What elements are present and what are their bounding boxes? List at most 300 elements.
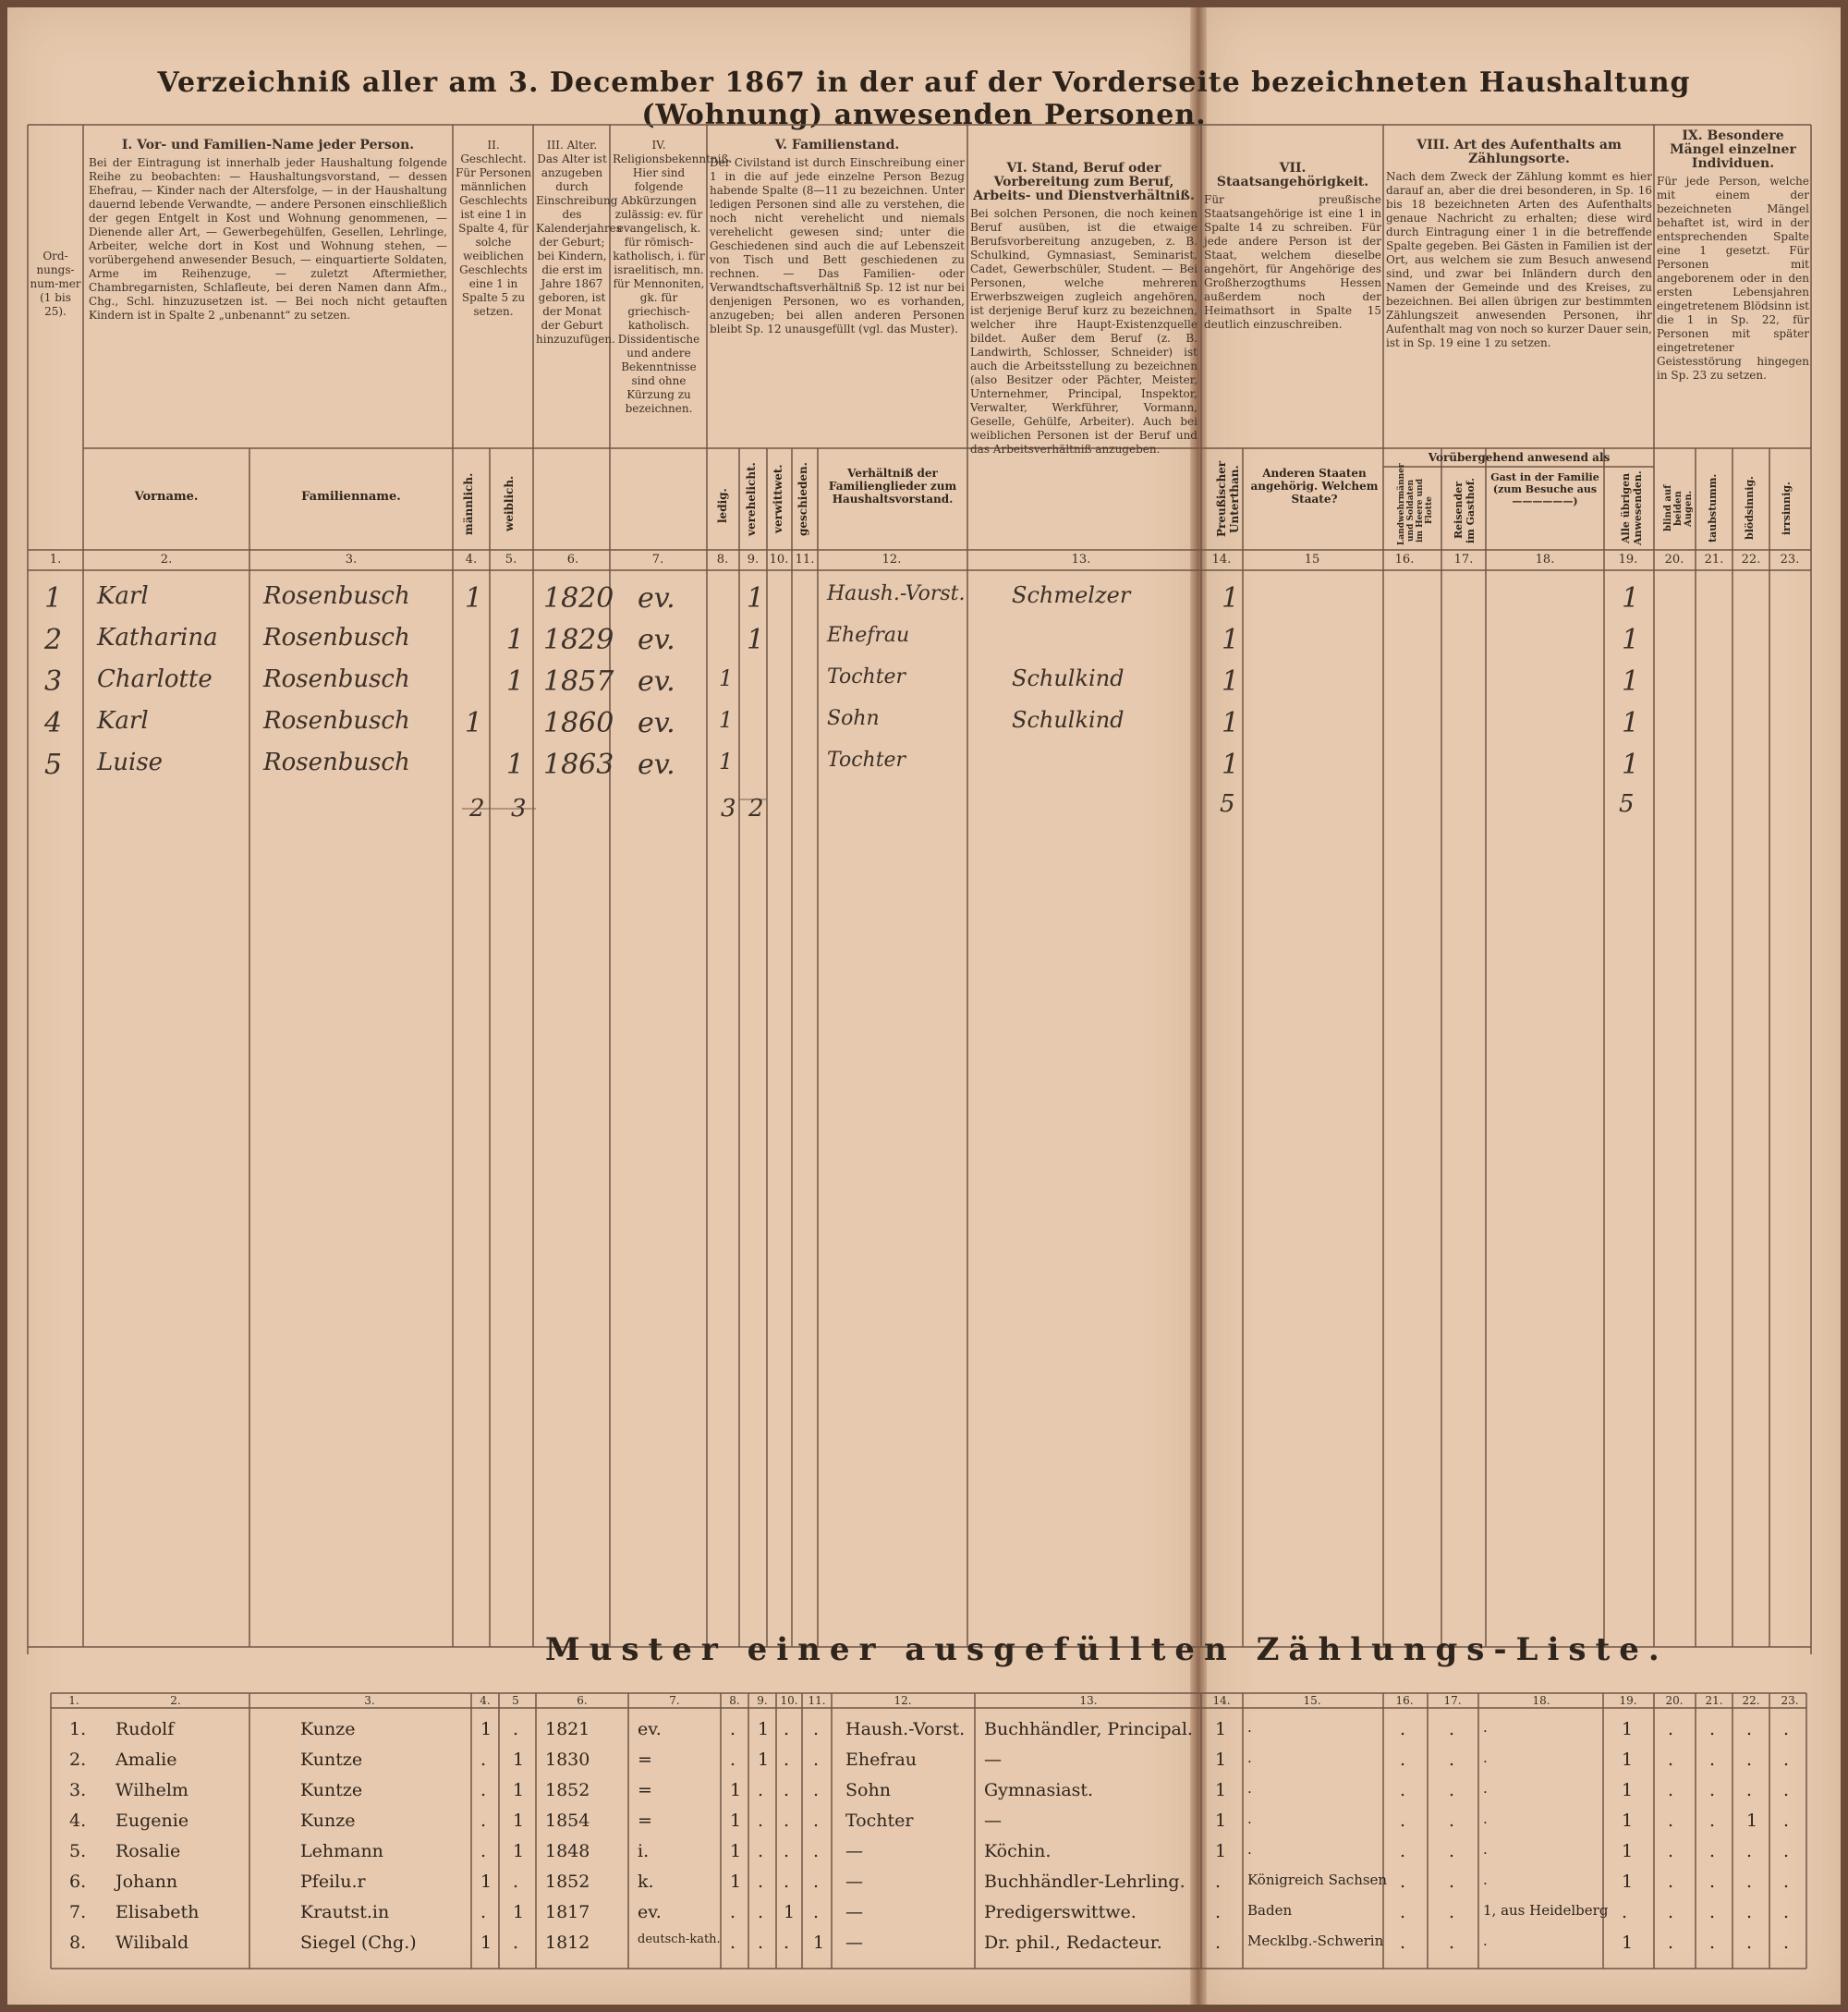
entry-preuss: 1: [1222, 582, 1240, 615]
andere-staaten-header: Anderen Staaten angehörig. Welchem Staate?: [1250, 467, 1379, 506]
entry-nr: 3: [44, 665, 63, 698]
sample-cell-m: 1: [480, 1872, 492, 1892]
col17-header: Reisender im Gasthof.: [1453, 478, 1477, 543]
sample-cell-c22: .: [1746, 1872, 1753, 1892]
entry-geburtsjahr: 1857: [543, 665, 614, 698]
entry-familienname: Rosenbusch: [263, 707, 410, 735]
entry-vorname: Luise: [97, 749, 164, 776]
sample-cell-c17: .: [1449, 1719, 1455, 1739]
sample-cell-c22: 1: [1746, 1811, 1758, 1831]
sample-cell-c14: .: [1215, 1872, 1222, 1892]
sample-cell-c16: .: [1400, 1902, 1406, 1922]
sample-cell-rel: ev.: [638, 1719, 662, 1739]
column-number: 6.: [566, 553, 579, 567]
ordnungsnummer-header: Ord-nungs-num-mer (1 bis 25).: [30, 250, 81, 318]
column-number: 23.: [1780, 553, 1800, 567]
sample-column-number: 7.: [669, 1694, 680, 1707]
sample-cell-familienname: Siegel (Chg.): [300, 1933, 417, 1953]
sample-cell-c18: .: [1483, 1933, 1488, 1949]
sample-cell-c9: .: [758, 1902, 764, 1922]
sample-cell-w: 1: [513, 1841, 525, 1861]
entry-geburtsjahr: 1820: [543, 582, 614, 615]
col22-header: blödsinnig.: [1744, 476, 1756, 541]
sample-cell-rel: i.: [638, 1841, 650, 1861]
column-number: 22.: [1741, 553, 1761, 567]
sample-column-number: 5: [512, 1694, 519, 1707]
family-status-text: Der Civilstand ist durch Einschreibung einer 1 in die auf jede einzelne Person Bezug habende Spalte (8—11 zu bezeichnen. Unter ledigen Personen sind alle zu verstehen, die noch nicht verehelicht und niemals verehelicht gewesen sind; unter die Geschiedenen sind auch die auf Lebenszeit von Tisch und Bett geschiedenen zu rechnen. — Das Familien- oder Verwandtschaftsverhältniß Sp. 12 ist nur bei denjenigen Personen, wo es vorhanden, anzugeben; bei allen anderen Personen bleibt Sp. 12 unausgefüllt (vgl. das Muster).: [710, 156, 965, 335]
sample-cell-c20: .: [1668, 1811, 1674, 1831]
profession-header: [970, 162, 1198, 457]
sample-column-number: 17.: [1443, 1694, 1462, 1707]
sample-cell-jahr: 1852: [545, 1872, 590, 1892]
sample-cell-c17: .: [1449, 1750, 1455, 1770]
sample-cell-c11: .: [813, 1872, 820, 1892]
sample-cell-c8: 1: [730, 1872, 742, 1892]
sample-column-number: 15.: [1303, 1694, 1321, 1707]
sample-cell-c14: 1: [1215, 1811, 1227, 1831]
sample-cell-m: .: [480, 1811, 487, 1831]
geschieden-header: geschieden.: [796, 462, 809, 536]
sample-cell-rel: k.: [638, 1872, 654, 1892]
column-number: 3.: [345, 553, 358, 567]
residence-title: VIII. Art des Aufenthalts am Zählungsorte.: [1416, 138, 1622, 166]
sample-cell-c8: .: [730, 1750, 736, 1770]
sample-cell-c16: .: [1400, 1872, 1406, 1892]
sample-cell-vorname: Wilhelm: [116, 1780, 188, 1800]
entry-verhaeltnis: Ehefrau: [827, 624, 910, 647]
sample-column-number: 19.: [1619, 1694, 1637, 1707]
column-number: 21.: [1704, 553, 1724, 567]
sample-cell-c8: 1: [730, 1841, 742, 1861]
entry-nr: 1: [44, 582, 63, 615]
sample-cell-c8: .: [730, 1719, 736, 1739]
sample-cell-m: .: [480, 1750, 487, 1770]
sample-column-number: 18.: [1532, 1694, 1550, 1707]
sample-cell-c18: 1, aus Heidelberg: [1483, 1902, 1609, 1919]
sample-cell-c16: .: [1400, 1780, 1406, 1800]
sample-cell-c12: Tochter: [845, 1811, 914, 1831]
entry-uebrige: 1: [1622, 582, 1640, 615]
vorname-header: Vorname.: [134, 490, 199, 504]
religion-header: IV. Religionsbekenntniß. Hier sind folgende Abkürzungen zulässig: ev. für evangelisch, k. für römisch-katholisch, i. für israelitisch, mn. für Mennoniten, gk. für griechisch-katholisch. Dissidentische und andere Bekenntnisse sind ohne Kürzung zu bezeichnen.: [613, 139, 733, 415]
total-preuss: 5: [1220, 790, 1235, 818]
sample-cell-jahr: 1854: [545, 1811, 590, 1831]
sample-cell-c13: Gymnasiast.: [984, 1780, 1094, 1800]
sample-cell-w: 1: [513, 1750, 525, 1770]
sample-cell-familienname: Kunze: [300, 1719, 356, 1739]
entry-uebrige: 1: [1622, 624, 1640, 656]
sample-cell-c21: .: [1709, 1750, 1716, 1770]
sample-cell-c9: .: [758, 1933, 764, 1953]
sample-cell-c22: .: [1746, 1902, 1753, 1922]
sample-cell-c10: .: [784, 1872, 790, 1892]
sample-column-number: 16.: [1395, 1694, 1414, 1707]
entry-preuss: 1: [1222, 707, 1240, 739]
sample-cell-c18: .: [1483, 1841, 1488, 1858]
sample-cell-familienname: Kuntze: [300, 1750, 363, 1770]
sample-cell-c20: .: [1668, 1841, 1674, 1861]
total-weiblich: 3: [511, 795, 527, 823]
sample-cell-c16: .: [1400, 1811, 1406, 1831]
citizenship-title: VII. Staatsangehörigkeit.: [1216, 161, 1369, 189]
sample-cell-c11: 1: [813, 1933, 825, 1953]
sample-title: Muster einer ausgefüllten Zählungs-Liste.: [545, 1631, 1669, 1668]
profession-text: Bei solchen Personen, die noch keinen Beruf ausüben, ist die etwaige Berufsvorbereitung anzugeben, z. B. Schulkind, Gymnasiast, Seminarist, Cadet, Gewerbschüler, Student. — Bei Personen, welche mehreren Erwerbszweigen zugleich angehören, ist derjenige Beruf kurz zu bezeichnen, welcher ihre Haupt-Existenzquelle bildet. Außer dem Beruf (z. B. Landwirth, Schlosser, Schneider) ist auch die Arbeitsstellung zu bezeichnen (also Besitzer oder Pächter, Meister, Unternehmer, Principal, Inspektor, Verwalter, Werkführer, Vormann, Geselle, Gehülfe, Arbeiter). Auch bei weiblichen Personen ist der Beruf und das Arbeitsverhältniß anzugeben.: [970, 207, 1198, 456]
names-header-title: I. Vor- und Familien-Name jeder Person.: [121, 138, 415, 152]
sample-cell-c10: .: [784, 1750, 790, 1770]
sample-cell-c15: .: [1247, 1780, 1252, 1797]
sample-cell-c21: .: [1709, 1872, 1716, 1892]
sample-cell-w: 1: [513, 1811, 525, 1831]
entry-maennlich: 1: [465, 582, 483, 615]
entry-geburtsjahr: 1829: [543, 624, 614, 656]
verhaeltnis-header: Verhältniß der Familienglieder zum Haushaltsvorstand.: [828, 467, 957, 506]
sample-cell-m: .: [480, 1841, 487, 1861]
sample-cell-jahr: 1821: [545, 1719, 590, 1739]
preussischer-unterthan-header: Preußischer Unterthan.: [1215, 460, 1241, 538]
sample-cell-c10: .: [784, 1780, 790, 1800]
column-number: 19.: [1618, 553, 1638, 567]
sample-cell-c23: .: [1783, 1750, 1790, 1770]
sample-cell-familienname: Kunze: [300, 1811, 356, 1831]
profession-title: VI. Stand, Beruf oder Vorbereitung zum Beruf, Arbeits- und Dienstverhältniß.: [973, 161, 1195, 203]
entry-vorname: Karl: [97, 707, 149, 735]
col23-header: irrsinnig.: [1781, 482, 1793, 535]
sample-cell-vorname: Amalie: [116, 1750, 177, 1770]
entry-familienname: Rosenbusch: [263, 749, 410, 776]
sample-cell-c23: .: [1783, 1841, 1790, 1861]
sample-cell-c19: .: [1622, 1902, 1628, 1922]
sample-cell-c12: —: [845, 1872, 863, 1892]
column-number: 10.: [769, 553, 789, 567]
column-number: 16.: [1394, 553, 1415, 567]
sample-cell-c12: Sohn: [845, 1780, 891, 1800]
sample-cell-c18: .: [1483, 1719, 1488, 1736]
entry-nr: 5: [44, 749, 63, 781]
sample-cell-c21: .: [1709, 1811, 1716, 1831]
sample-cell-c15: Königreich Sachsen: [1247, 1872, 1388, 1888]
sample-cell-c23: .: [1783, 1719, 1790, 1739]
sample-cell-c22: .: [1746, 1841, 1753, 1861]
total-uebrige: 5: [1619, 790, 1635, 818]
column-number: 13.: [1071, 553, 1091, 567]
sample-cell-c16: .: [1400, 1933, 1406, 1953]
sample-cell-m: .: [480, 1902, 487, 1922]
sample-cell-c22: .: [1746, 1933, 1753, 1953]
entry-weiblich: 1: [506, 624, 525, 656]
sample-cell-c10: 1: [784, 1902, 796, 1922]
entry-vorname: Katharina: [97, 624, 218, 652]
sample-cell-c19: 1: [1622, 1872, 1634, 1892]
sample-cell-c12: —: [845, 1933, 863, 1953]
entry-preuss: 1: [1222, 749, 1240, 781]
entry-beruf: Schmelzer: [1012, 582, 1131, 608]
sample-column-number: 12.: [894, 1694, 912, 1707]
sample-cell-nr: 5.: [69, 1841, 87, 1861]
column-number: 18.: [1535, 553, 1555, 567]
sample-cell-c20: .: [1668, 1780, 1674, 1800]
col21-header: taubstumm.: [1707, 473, 1719, 543]
column-number: 20.: [1664, 553, 1684, 567]
sample-cell-vorname: Rudolf: [116, 1719, 175, 1739]
entry-verhaeltnis: Tochter: [827, 749, 906, 772]
sample-cell-c13: Predigerswittwe.: [984, 1902, 1137, 1922]
sample-cell-c15: .: [1247, 1841, 1252, 1858]
column-number: 8.: [716, 553, 729, 567]
sample-cell-c19: 1: [1622, 1780, 1634, 1800]
sample-cell-c16: .: [1400, 1750, 1406, 1770]
sample-cell-c20: .: [1668, 1872, 1674, 1892]
sample-cell-c19: 1: [1622, 1933, 1634, 1953]
sample-cell-c13: Dr. phil., Redacteur.: [984, 1933, 1162, 1953]
sample-cell-c17: .: [1449, 1902, 1455, 1922]
sample-cell-c22: .: [1746, 1719, 1753, 1739]
entry-beruf: Schulkind: [1012, 665, 1125, 691]
sample-column-number: 1.: [68, 1694, 79, 1707]
sample-cell-c9: 1: [758, 1750, 770, 1770]
col19-header: Alle übrigen Anwesenden.: [1620, 470, 1644, 545]
sample-cell-nr: 4.: [69, 1811, 87, 1831]
sample-cell-vorname: Rosalie: [116, 1841, 181, 1861]
sample-column-number: 11.: [808, 1694, 826, 1707]
entry-verehelicht: 1: [747, 582, 765, 615]
sample-cell-c17: .: [1449, 1811, 1455, 1831]
sample-cell-c11: .: [813, 1750, 820, 1770]
sample-cell-c20: .: [1668, 1719, 1674, 1739]
sample-cell-c23: .: [1783, 1780, 1790, 1800]
sample-cell-m: 1: [480, 1933, 492, 1953]
total-verehelicht: 2: [748, 795, 764, 823]
ledig-header: ledig.: [716, 488, 729, 524]
sample-cell-rel: ev.: [638, 1902, 662, 1922]
column-number: 4.: [465, 553, 478, 567]
sample-cell-c9: .: [758, 1872, 764, 1892]
sample-cell-c15: Mecklbg.-Schwerin: [1247, 1933, 1384, 1949]
sample-cell-c10: .: [784, 1811, 790, 1831]
sample-cell-vorname: Wilibald: [116, 1933, 189, 1953]
sample-cell-c12: Haush.-Vorst.: [845, 1719, 966, 1739]
sample-column-number: 23.: [1781, 1694, 1799, 1707]
sample-cell-c8: .: [730, 1902, 736, 1922]
sample-cell-nr: 7.: [69, 1902, 87, 1922]
sample-cell-c12: —: [845, 1902, 863, 1922]
entry-ledig: 1: [719, 749, 734, 774]
sample-cell-c23: .: [1783, 1811, 1790, 1831]
names-header: [89, 139, 447, 323]
entry-religion: ev.: [638, 624, 675, 656]
entry-nr: 2: [44, 624, 63, 656]
sample-column-number: 6.: [577, 1694, 588, 1707]
column-number: 7.: [651, 553, 664, 567]
sample-cell-c16: .: [1400, 1841, 1406, 1861]
sample-cell-c10: .: [784, 1933, 790, 1953]
entry-religion: ev.: [638, 665, 675, 698]
defects-title: IX. Besondere Mängel einzelner Individuen.: [1670, 128, 1796, 171]
residence-text: Nach dem Zweck der Zählung kommt es hier darauf an, aber die drei besonderen, in Sp. 16 bis 18 bezeichneten Arten des Aufenthalts genaue Nachricht zu erhalten; diese wird durch Eintragung einer 1 in die betreffende Spalte gegeben. Bei Gästen in Familien ist der Ort, aus welchem sie zum Besuch anwesend sind, und zwar bei Inländern durch den Namen der Gemeinde und des Kreises, zu bezeichnen. Bei allen übrigen zur bestimmten Zählungszeit anwesenden Personen, ihr Aufenthalt mag von noch so kurzer Dauer sein, ist in Sp. 19 eine 1 zu setzen.: [1386, 170, 1652, 349]
sample-cell-c15: .: [1247, 1750, 1252, 1766]
sample-cell-w: .: [513, 1933, 519, 1953]
sample-cell-c21: .: [1709, 1719, 1716, 1739]
sample-cell-familienname: Krautst.in: [300, 1902, 390, 1922]
entry-ledig: 1: [719, 707, 734, 733]
entry-uebrige: 1: [1622, 707, 1640, 739]
entry-religion: ev.: [638, 707, 675, 739]
column-number: 15: [1304, 553, 1320, 567]
sex-header: II. Geschlecht. Für Personen männlichen Geschlechts ist eine 1 in Spalte 4, für solche weiblichen Geschlechts eine 1 in Spalte 5 zu setzen.: [456, 139, 531, 318]
entry-vorname: Karl: [97, 582, 149, 610]
names-header-text: Bei der Eintragung ist innerhalb jeder Haushaltung folgende Reihe zu beobachten: — Haushaltungsvorstand, — dessen Ehefrau, — Kinder nach der Altersfolge, — in der Haushaltung dauernd lebende Verwandte, — andere Personen einschließlich der gegen Entgelt in Kost und Wohnung genommenen, — Dienende aller Art, — Gewerbegehülfen, Gesellen, Lehrlinge, Arbeiter, welche dort in Kost und Wohnung stehen, — vorübergehend anwesender Besuch, — einquartierte Soldaten, Arme im Reihenzuge, — zuletzt Aftermiether, Chambregarnisten, Schlafleute, bei deren Namen dann Afm., Chg., Schl. hinzuzusetzen ist. — Bei noch nicht getauften Kindern ist in Spalte 2 „unbenannt“ zu setzen.: [89, 156, 447, 322]
sample-cell-c11: .: [813, 1841, 820, 1861]
entry-weiblich: 1: [506, 665, 525, 698]
sample-column-number: 13.: [1079, 1694, 1098, 1707]
citizenship-header: [1204, 162, 1381, 332]
page-title: Verzeichniß aller am 3. December 1867 in der auf der Vorderseite bezeichneten Haushaltung (Wohnung) anwesenden Personen.: [157, 67, 1691, 131]
sample-cell-c23: .: [1783, 1933, 1790, 1953]
entry-geburtsjahr: 1863: [543, 749, 614, 781]
sample-cell-c8: 1: [730, 1811, 742, 1831]
sample-column-number: 21.: [1705, 1694, 1723, 1707]
entry-weiblich: 1: [506, 749, 525, 781]
sample-cell-c15: .: [1247, 1811, 1252, 1827]
sample-cell-rel: =: [638, 1780, 652, 1800]
sample-cell-c20: .: [1668, 1933, 1674, 1953]
sample-cell-c15: .: [1247, 1719, 1252, 1736]
sample-cell-jahr: 1848: [545, 1841, 590, 1861]
column-number: 1.: [49, 553, 62, 567]
sample-cell-c12: Ehefrau: [845, 1750, 918, 1770]
family-status-header: [710, 139, 965, 336]
sample-cell-m: 1: [480, 1719, 492, 1739]
sample-cell-c19: 1: [1622, 1719, 1634, 1739]
entry-ledig: 1: [719, 665, 734, 691]
entry-verhaeltnis: Sohn: [827, 707, 880, 730]
total-maennlich: 2: [469, 795, 485, 823]
sample-cell-c14: .: [1215, 1933, 1222, 1953]
sample-cell-c18: .: [1483, 1780, 1488, 1797]
sample-cell-c11: .: [813, 1902, 820, 1922]
sample-cell-nr: 3.: [69, 1780, 87, 1800]
entry-nr: 4: [44, 707, 63, 739]
sample-cell-c17: .: [1449, 1872, 1455, 1892]
sample-cell-familienname: Pfeilu.r: [300, 1872, 366, 1892]
sample-cell-c11: .: [813, 1811, 820, 1831]
sample-cell-rel: deutsch-kath.: [638, 1933, 721, 1946]
sample-cell-c9: .: [758, 1780, 764, 1800]
sample-cell-w: .: [513, 1719, 519, 1739]
entry-familienname: Rosenbusch: [263, 665, 410, 693]
col16-header: Landwehrmänner und Soldaten im Heere und Flotte: [1397, 463, 1434, 545]
sample-cell-c14: 1: [1215, 1750, 1227, 1770]
sample-cell-c10: .: [784, 1719, 790, 1739]
sample-cell-c14: 1: [1215, 1780, 1227, 1800]
sample-cell-c23: .: [1783, 1872, 1790, 1892]
sample-cell-c14: 1: [1215, 1719, 1227, 1739]
sample-cell-c21: .: [1709, 1933, 1716, 1953]
sample-cell-c19: 1: [1622, 1811, 1634, 1831]
sample-cell-nr: 6.: [69, 1872, 87, 1892]
familienname-header: Familienname.: [301, 490, 401, 504]
sample-cell-c22: .: [1746, 1780, 1753, 1800]
sample-column-number: 20.: [1665, 1694, 1684, 1707]
sample-cell-jahr: 1852: [545, 1780, 590, 1800]
family-status-title: V. Familienstand.: [774, 138, 900, 152]
sample-cell-c23: .: [1783, 1902, 1790, 1922]
sample-cell-c9: 1: [758, 1719, 770, 1739]
sample-cell-c8: .: [730, 1933, 736, 1953]
sample-cell-c11: .: [813, 1780, 820, 1800]
entry-geburtsjahr: 1860: [543, 707, 614, 739]
sample-cell-c9: .: [758, 1841, 764, 1861]
sample-cell-c20: .: [1668, 1750, 1674, 1770]
col18-header: Gast in der Familie (zum Besuche aus ——————): [1490, 471, 1599, 507]
voruebergehend-header: Vorübergehend anwesend als: [1428, 451, 1611, 464]
column-number: 14.: [1211, 553, 1232, 567]
weiblich-header: weiblich.: [503, 475, 516, 532]
total-ledig: 3: [721, 795, 736, 823]
verehelicht-header: verehelicht.: [745, 462, 758, 536]
sample-cell-vorname: Johann: [116, 1872, 178, 1892]
maennlich-header: männlich.: [462, 472, 475, 535]
sample-column-number: 22.: [1742, 1694, 1760, 1707]
sample-cell-c13: —: [984, 1811, 1002, 1831]
entry-verhaeltnis: Tochter: [827, 665, 906, 689]
sample-cell-c21: .: [1709, 1841, 1716, 1861]
sample-cell-c15: Baden: [1247, 1902, 1293, 1919]
entry-vorname: Charlotte: [97, 665, 213, 693]
residence-header: [1386, 139, 1652, 350]
sample-cell-rel: =: [638, 1811, 652, 1831]
sample-cell-c10: .: [784, 1841, 790, 1861]
sample-column-number: 2.: [170, 1694, 181, 1707]
column-number: 12.: [881, 553, 902, 567]
sample-column-number: 9.: [757, 1694, 768, 1707]
column-number: 17.: [1453, 553, 1474, 567]
sample-column-number: 3.: [364, 1694, 375, 1707]
sample-cell-c12: —: [845, 1841, 863, 1861]
sample-cell-c18: .: [1483, 1872, 1488, 1888]
age-header: III. Alter. Das Alter ist anzugeben durch Einschreibung des Kalenderjahres der Geburt; bei Kindern, die erst im Jahre 1867 geboren, ist der Monat der Geburt hinzuzufügen.: [536, 139, 622, 346]
entry-uebrige: 1: [1622, 749, 1640, 781]
sample-cell-nr: 8.: [69, 1933, 87, 1953]
sample-cell-c14: .: [1215, 1902, 1222, 1922]
verwittwet-header: verwittwet.: [772, 464, 784, 534]
sample-cell-c9: .: [758, 1811, 764, 1831]
column-number: 9.: [747, 553, 760, 567]
sample-cell-rel: =: [638, 1750, 652, 1770]
sample-cell-vorname: Elisabeth: [116, 1902, 200, 1922]
defects-text: Für jede Person, welche mit einem der bezeichneten Mängel behaftet ist, wird in der entsprechenden Spalte eine 1 gesetzt. Für Personen mit angeborenem oder in den ersten Lebensjahren eingetretenem Blödsinn ist die 1 in Sp. 22, für Personen mit später eingetretener Geistesstörung hingegen in Sp. 23 zu setzen.: [1657, 175, 1809, 382]
sample-cell-familienname: Kuntze: [300, 1780, 363, 1800]
sample-column-number: 4.: [480, 1694, 491, 1707]
entry-beruf: Schulkind: [1012, 707, 1125, 733]
sample-cell-jahr: 1830: [545, 1750, 590, 1770]
sample-cell-nr: 2.: [69, 1750, 87, 1770]
entry-religion: ev.: [638, 582, 675, 615]
sample-cell-c17: .: [1449, 1841, 1455, 1861]
entry-uebrige: 1: [1622, 665, 1640, 698]
entry-maennlich: 1: [465, 707, 483, 739]
sample-cell-c13: Köchin.: [984, 1841, 1052, 1861]
entry-preuss: 1: [1222, 665, 1240, 698]
column-number: 11.: [795, 553, 815, 567]
col20-header: blind auf beiden Augen.: [1663, 484, 1694, 532]
sample-cell-jahr: 1812: [545, 1933, 590, 1953]
sample-cell-w: 1: [513, 1902, 525, 1922]
sample-cell-c13: Buchhändler-Lehrling.: [984, 1872, 1185, 1892]
sample-column-number: 14.: [1212, 1694, 1231, 1707]
sample-cell-c21: .: [1709, 1902, 1716, 1922]
sample-cell-c22: .: [1746, 1750, 1753, 1770]
